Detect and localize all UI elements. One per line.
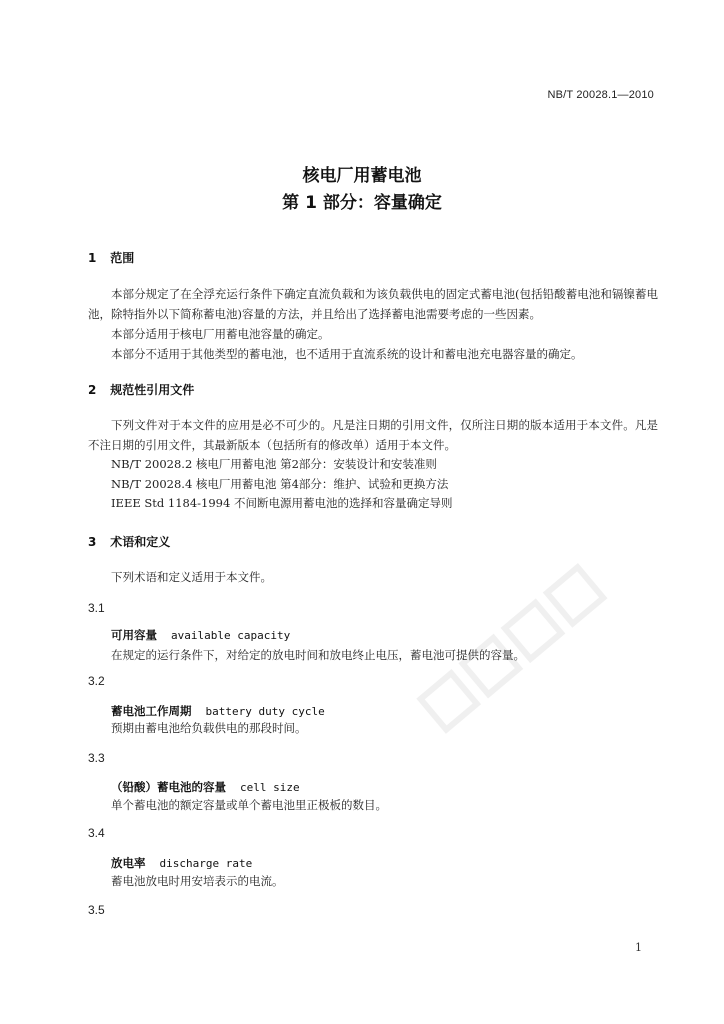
term-title [111,855,252,871]
section-heading-terms [88,533,170,550]
scope-paragraphs [88,284,658,364]
term-title [111,779,300,795]
term-cn: 蓄电池工作周期 [111,704,192,718]
term-definition: 单个蓄电池的额定容量或单个蓄电池里正极板的数目。 [111,798,387,812]
section-title: 术语和定义 [110,535,171,549]
section-heading-references [88,381,194,398]
section-number: 1 [88,251,97,265]
term-definition: 预期由蓄电池给负载供电的那段时间。 [111,721,307,735]
term-en: battery duty cycle [205,705,325,718]
paragraph: 下列文件对于本文件的应用是必不可少的。凡是注日期的引用文件，仅所注日期的版本适用于本文件。凡是不注日期的引用文件，其最新版本（包括所有的修改单）适用于本文件。 [88,418,658,452]
reference-item: NB/T 20028.2 核电厂用蓄电池 第2部分：安装设计和安装准则 [111,457,437,471]
reference-item: IEEE Std 1184-1994 不间断电源用蓄电池的选择和容量确定导则 [111,496,453,510]
term-title [111,627,290,643]
reference-item: NB/T 20028.4 核电厂用蓄电池 第4部分：维护、试验和更换方法 [111,477,449,491]
section-title: 范围 [110,251,135,265]
term-cn: （铅酸）蓄电池的容量 [111,780,226,794]
section-number: 2 [88,383,97,397]
term-title [111,703,325,719]
term-number: 3.1 [88,601,105,615]
standard-code: NB/T 20028.1—2010 [547,89,654,101]
term-number: 3.4 [88,826,105,840]
document-subtitle: 第 1 部分：容量确定 [282,193,442,213]
terms-intro: 下列术语和定义适用于本文件。 [111,570,272,584]
references-intro [88,415,658,455]
term-cn: 可用容量 [111,628,157,642]
page-number: 1 [635,941,642,954]
term-en: available capacity [171,629,291,642]
term-en: discharge rate [159,857,253,870]
term-definition: 蓄电池放电时用安培表示的电流。 [111,874,284,888]
section-title: 规范性引用文件 [110,383,195,397]
term-definition: 在规定的运行条件下，对给定的放电时间和放电终止电压，蓄电池可提供的容量。 [111,648,525,662]
paragraph: 本部分适用于核电厂用蓄电池容量的确定。 [111,327,330,341]
term-number: 3.3 [88,751,105,765]
section-number: 3 [88,535,97,549]
paragraph: 本部分规定了在全浮充运行条件下确定直流负载和为该负载供电的固定式蓄电池(包括铅酸蓄电池和镉镍蓄电池，除特指外以下简称蓄电池)容量的方法，并且给出了选择蓄电池需要考虑的一些因素。 [88,287,658,321]
term-cn: 放电率 [111,856,146,870]
term-en: cell size [240,781,300,794]
section-heading-scope [88,249,134,266]
term-number: 3.2 [88,674,105,688]
document-title: 核电厂用蓄电池 [302,166,422,186]
paragraph: 本部分不适用于其他类型的蓄电池，也不适用于直流系统的设计和蓄电池充电器容量的确定。 [111,347,583,361]
term-number: 3.5 [88,903,105,917]
